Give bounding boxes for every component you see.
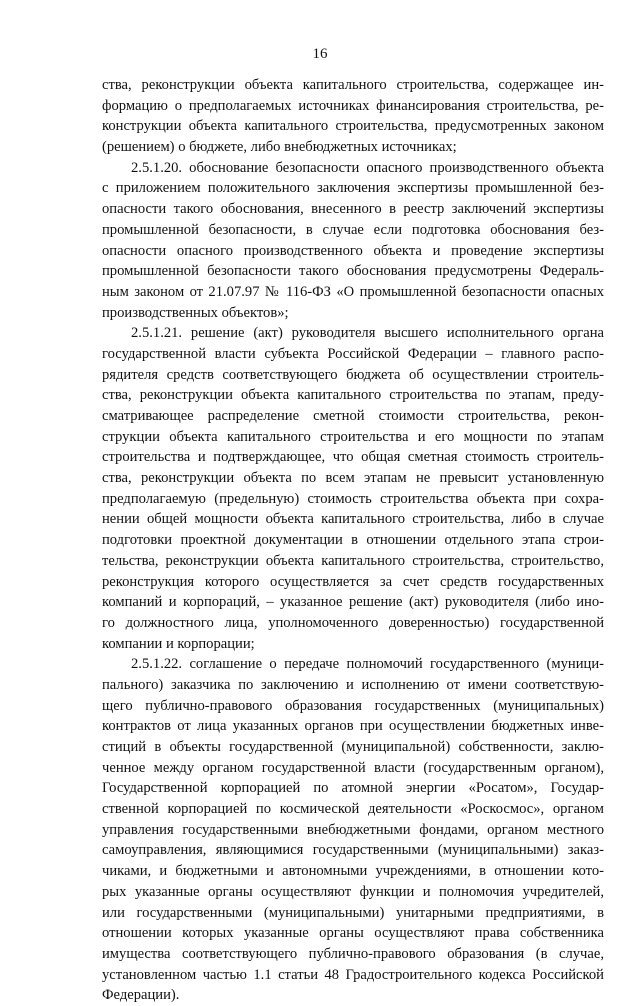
text-line: опасности опасного производственного объекта и проведение экспертизы xyxy=(102,242,604,259)
text-line: Государственной корпорацией по атомной энергии «Росатом», Государ- xyxy=(102,780,604,797)
text-line: опасности такого обоснования, внесенного в реестр заключений экспертизы xyxy=(102,201,604,218)
text-line: компаний и корпораций, – указанное решение (акт) руководителя (либо ино- xyxy=(102,594,604,611)
text-line: пального) заказчика по заключению и исполнению от имени соответствую- xyxy=(102,676,604,693)
text-line: нении общей мощности объекта капитального строительства, либо в случае xyxy=(102,511,604,528)
text-line: Федерации). xyxy=(102,987,180,1004)
text-line: или государственными (муниципальными) унитарными предприятиями, в xyxy=(102,904,604,921)
text-line: ства, реконструкции объекта по всем этапам не превысит установленную xyxy=(102,470,604,487)
text-line: реконструкция которого осуществляется за счет средств государственных xyxy=(102,573,604,590)
text-line: имущества соответствующего публично-правового образования (в случае, xyxy=(102,945,604,962)
text-line: самоуправления, являющимися государственными (муниципальными) заказ- xyxy=(102,842,604,859)
text-line: струкции объекта капитального строительства и его мощности по этапам xyxy=(102,428,604,445)
text-line: рядителя средств соответствующего бюджета об осуществлении строитель- xyxy=(102,366,604,383)
text-line: установленном частью 1.1 статьи 48 Градостроительного кодекса Российской xyxy=(102,966,604,983)
page-number: 16 xyxy=(312,46,328,62)
text-line: формацию о предполагаемых источниках финансирования строительства, ре- xyxy=(102,97,604,114)
text-line: (решением) о бюджете, либо внебюджетных источниках; xyxy=(102,139,457,156)
text-line: сматривающее распределение сметной стоимости строительства, рекон- xyxy=(102,408,604,424)
text-line: государственной власти субъекта Российской Федерации – главного распо- xyxy=(102,345,604,362)
text-line: ства, реконструкции объекта капитального строительства, содержащее ин- xyxy=(102,77,604,93)
text-line: ченное между органом государственной власти (государственным органом), xyxy=(102,759,604,776)
text-line: промышленной безопасности такого обоснования предусмотрены Федераль- xyxy=(102,263,604,280)
text-line: строительства и подтверждающее, что общая сметная стоимость строитель- xyxy=(102,449,604,466)
text-line: ственной корпорацией по космической деятельности «Роскосмос», органом xyxy=(102,801,604,818)
body-text xyxy=(102,75,604,1006)
text-line: производственных объектов»; xyxy=(102,304,289,321)
text-line: с приложением положительного заключения экспертизы промышленной без- xyxy=(102,180,604,197)
text-line: ным законом от 21.07.97 № 116-ФЗ «О промышленной безопасности опасных xyxy=(102,283,604,300)
text-line: предполагаемую (предельную) стоимость строительства объекта при сохра- xyxy=(102,490,604,507)
text-line: ства, реконструкции объекта капитального строительства по этапам, преду- xyxy=(102,387,604,404)
text-line: 2.5.1.20. обоснование безопасности опасного производственного объекта xyxy=(131,159,604,176)
text-line: отношении которых указанные органы осуществляют права собственника xyxy=(102,925,604,942)
text-line: тельства, реконструкции объекта капитального строительства, строительство, xyxy=(102,552,604,569)
text-line: компании и корпорации; xyxy=(102,635,255,652)
text-line: подготовки проектной документации в отношении отдельного этапа строи- xyxy=(102,532,604,549)
text-line: чиками, и бюджетными и автономными учреждениями, в отношении кото- xyxy=(102,863,604,880)
text-line: щего публично-правового образования государственных (муниципальных) xyxy=(102,697,604,714)
text-line: конструкции объекта капитального строительства, предусмотренных законом xyxy=(102,118,604,135)
text-line: го должностного лица, уполномоченного доверенностью) государственной xyxy=(102,614,604,631)
text-line: управления государственными внебюджетными фондами, органом местного xyxy=(102,821,604,838)
text-line: рых указанные органы осуществляют функции и полномочия учредителей, xyxy=(102,883,604,900)
text-line: 2.5.1.21. решение (акт) руководителя высшего исполнительного органа xyxy=(131,325,604,342)
text-line: стиций в объекты государственной (муниципальной) собственности, заклю- xyxy=(102,739,604,755)
text-line: промышленной безопасности, в случае если подготовка обоснования без- xyxy=(102,221,604,238)
text-line: контрактов от лица указанных органов при осуществлении бюджетных инве- xyxy=(102,718,604,735)
text-line: 2.5.1.22. соглашение о передаче полномочий государственного (муници- xyxy=(131,656,604,673)
